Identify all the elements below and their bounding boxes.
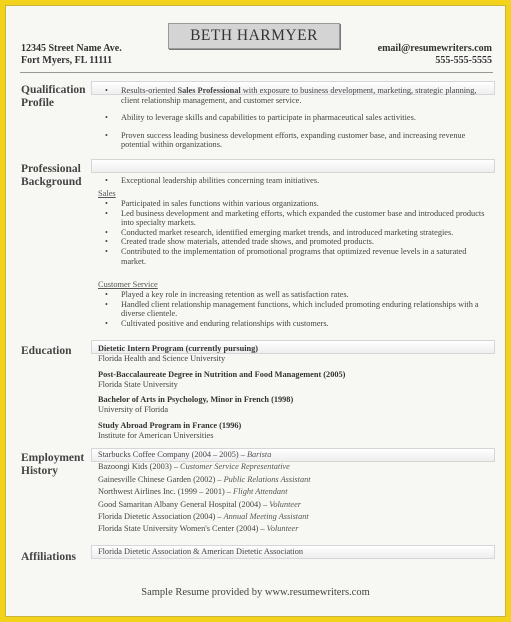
employer: Florida Dietetic Association (2004) – (98, 512, 224, 522)
list-item: • Conducted market research, identified emerging market trends, and introduced marketing strategies. (98, 228, 488, 238)
subsection-title-customer-service: Customer Service (98, 280, 158, 289)
list-item: • Played a key role in increasing retention as well as satisfaction rates. (98, 290, 488, 300)
section-label-employment (21, 452, 84, 478)
degree: Study Abroad Program in France (1996) (98, 421, 242, 430)
job-title: Volunteer (269, 499, 302, 509)
city-state-zip: Fort Myers, FL 11111 (21, 55, 113, 66)
section-label-line: History (21, 465, 59, 477)
list-item (98, 461, 311, 473)
section-label-professional (21, 163, 82, 189)
job-title: Public Relations Assistant (223, 474, 311, 484)
employer: Good Samaritan Albany General Hospital (2004) – (98, 499, 270, 509)
footer-credit: Sample Resume provided by www.resumewriters.com (141, 587, 370, 598)
item-text: with exposure to business development, marketing, strategic planning, client relationship management, and customer service. (121, 86, 477, 105)
employer: Bazoongi Kids (2003) – (98, 462, 181, 472)
contact-block (378, 43, 492, 67)
section-label-line: Qualification (21, 84, 86, 96)
job-title: Customer Service Representative (180, 462, 290, 472)
list-item (98, 474, 311, 486)
list-item (98, 486, 311, 498)
list-item (98, 449, 311, 461)
item-emphasis: Sales Professional (177, 86, 241, 95)
job-title: Annual Meeting Assistant (223, 512, 309, 522)
education-item (98, 370, 478, 390)
education-item (98, 395, 478, 415)
employer: Florida State University Women's Center (2004) – (98, 524, 267, 534)
list-item (98, 86, 488, 105)
employer: Northwest Airlines Inc. (1999 – 2001) – (98, 487, 234, 497)
section-label-education: Education (21, 345, 72, 357)
list-item (98, 523, 311, 535)
education-item (98, 344, 478, 364)
email-address: email@resumewriters.com (377, 43, 492, 54)
list-item: • Contributed to the implementation of promotional programs that optimized revenue levels in a saturated market. (98, 247, 488, 266)
section-label-line: Background (21, 176, 82, 188)
job-title: Volunteer (266, 524, 299, 534)
sales-list (98, 199, 488, 266)
list-item: • Handled client relationship management functions, which included promoting enduring relationships with a diverse clientele. (98, 300, 488, 319)
phone-number: 555-555-5555 (435, 55, 492, 66)
degree: Dietetic Intern Program (currently pursuing) (98, 344, 259, 353)
school: Florida Health and Science University (98, 354, 226, 363)
employer: Starbucks Coffee Company (2004 – 2005) – (98, 450, 247, 459)
list-item (98, 511, 311, 523)
item-text: Results-oriented (121, 86, 178, 95)
degree: Bachelor of Arts in Psychology, Minor in French (1998) (98, 395, 294, 404)
list-item: • Led business development and marketing efforts, which expanded the customer base and introduced products into specialty markets. (98, 209, 488, 228)
affiliations-text: Florida Dietetic Association & American Dietetic Association (98, 547, 304, 556)
degree: Post-Baccalaureate Degree in Nutrition and Food Management (2005) (98, 370, 346, 379)
school: University of Florida (98, 405, 169, 414)
service-list (98, 290, 488, 328)
list-item: • Exceptional leadership abilities concerning team initiatives. (98, 176, 488, 186)
name-header: BETH HARMYER (168, 23, 340, 49)
section-label-line: Profile (21, 97, 54, 109)
education-item (98, 421, 478, 441)
school: Institute for American Universities (98, 431, 214, 440)
section-label-qualification (21, 84, 86, 110)
address-block (21, 43, 122, 67)
list-item: • Proven success leading business development efforts, expanding customer base, and increasing revenue potential within organizations. (98, 131, 488, 150)
list-item: • Cultivated positive and enduring relationships with customers. (98, 319, 488, 329)
job-title: Flight Attendant (233, 487, 288, 497)
list-item: • Created trade show materials, attended trade shows, and promoted products. (98, 237, 488, 247)
section-label-affiliations: Affiliations (21, 551, 76, 563)
school: Florida State University (98, 380, 178, 389)
list-item (98, 499, 311, 511)
employer: Gainesville Chinese Garden (2002) – (98, 474, 224, 484)
subsection-title-sales: Sales (98, 189, 116, 198)
employment-list (98, 449, 311, 536)
street-address: 12345 Street Name Ave. (21, 43, 122, 54)
header-rule (20, 72, 493, 73)
job-title: Barista (246, 450, 272, 459)
section-label-line: Professional (21, 163, 81, 175)
list-item: • Participated in sales functions within various organizations. (98, 199, 488, 209)
section-bar (91, 159, 495, 173)
section-label-line: Employment (21, 452, 85, 464)
list-item: • Ability to leverage skills and capabilities to participate in pharmaceutical sales activities. (98, 113, 488, 123)
